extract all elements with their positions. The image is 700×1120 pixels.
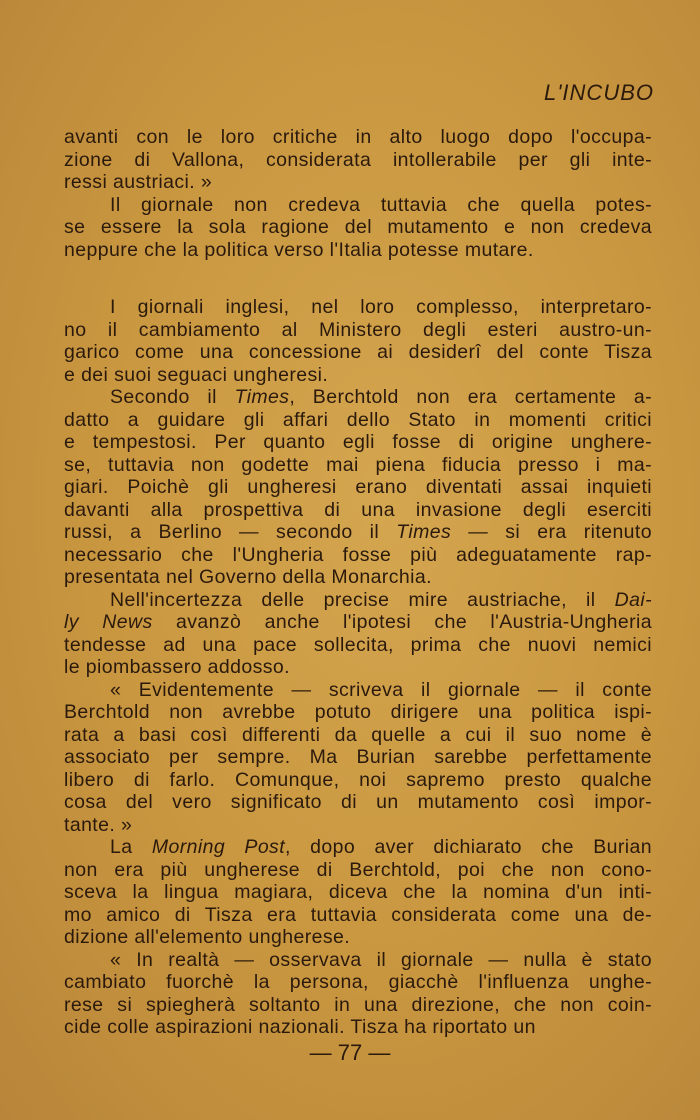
text-line: « Evidentemente — scriveva il giornale — il conte: [110, 678, 652, 701]
text-line: cosa del vero significato di un mutamento così impor-: [64, 791, 652, 813]
paragraph: [64, 126, 652, 194]
paragraph: [64, 194, 652, 262]
text-line: ly News avanzò anche l'ipotesi che l'Austria-Ungheria: [64, 611, 652, 633]
text-line: mo amico di Tisza era tuttavia considerata come una de-: [64, 903, 652, 926]
text-line: se, tuttavia non godette mai piena fiducia presso i ma-: [64, 453, 652, 476]
text-line: garico come una concessione ai desiderî del conte Tisza: [64, 341, 652, 363]
text-line: presentata nel Governo della Monarchia.: [64, 566, 432, 588]
text-line: le piombassero addosso.: [64, 656, 290, 678]
text-line: Il giornale non credeva tuttavia che quella potes-: [110, 193, 652, 216]
text-line: e dei suoi seguaci ungheresi.: [64, 363, 329, 386]
text-line: cide colle aspirazioni nazionali. Tisza ha riportato un: [64, 1016, 536, 1038]
text-line: non era più ungherese di Berchtold, poi che non cono-: [64, 858, 652, 881]
text-line: tendesse ad una pace sollecita, prima che nuovi nemici: [64, 633, 652, 656]
text-line: La Morning Post, dopo aver dichiarato che Burian: [110, 836, 652, 858]
paragraph: [64, 296, 652, 386]
text-line: Nell'incertezza delle precise mire austriache, il Dai-: [110, 588, 652, 611]
body-text: [64, 126, 652, 1039]
text-line: no il cambiamento al Ministero degli esteri austro-un-: [64, 318, 652, 341]
text-line: cambiato fuorchè la persona, giacchè l'influenza unghe-: [64, 971, 652, 993]
text-line: libero di farlo. Comunque, noi sapremo presto qualche: [64, 768, 652, 791]
page-number: — 77 —: [309, 1040, 391, 1065]
paragraph: [64, 386, 652, 589]
section-gap: [64, 261, 652, 296]
paragraph: [64, 836, 652, 949]
text-line: sceva la lingua magiara, diceva che la nomina d'un inti-: [64, 881, 652, 903]
text-line: ressi austriaci. »: [64, 171, 213, 193]
text-line: se essere la sola ragione del mutamento e non credeva: [64, 216, 652, 238]
text-line: I giornali inglesi, nel loro complesso, interpretaro-: [110, 296, 652, 318]
paragraph: [64, 949, 652, 1039]
text-line: necessario che l'Ungheria fosse più adeguatamente rap-: [64, 543, 652, 566]
text-line: tante. »: [64, 813, 133, 836]
text-line: rata a basi così differenti da quelle a cui il suo nome è: [64, 723, 652, 746]
text-line: « In realtà — osservava il giornale — nulla è stato: [110, 948, 652, 971]
text-line: giari. Poichè gli ungheresi erano diventati assai inquieti: [64, 476, 652, 498]
text-line: Secondo il Times, Berchtold non era certamente a-: [110, 386, 652, 408]
text-line: Berchtold non avrebbe potuto dirigere una politica ispi-: [64, 701, 652, 723]
text-line: dizione all'elemento ungherese.: [64, 926, 351, 948]
paragraph: [64, 589, 652, 679]
text-line: datto a guidare gli affari dello Stato in momenti critici: [64, 408, 652, 431]
running-header: L'INCUBO: [544, 80, 654, 105]
text-line: rese si spiegherà soltanto in una direzione, che non coin-: [64, 993, 652, 1016]
text-line: zione di Vallona, considerata intollerabile per gli inte-: [64, 148, 652, 171]
text-line: russi, a Berlino — secondo il Times — si era ritenuto: [64, 521, 652, 543]
text-line: e tempestosi. Per quanto egli fosse di origine unghere-: [64, 431, 652, 453]
text-line: associato per sempre. Ma Burian sarebbe perfettamente: [64, 746, 652, 768]
paragraph: [64, 679, 652, 837]
text-line: avanti con le loro critiche in alto luogo dopo l'occupa-: [64, 126, 652, 148]
text-line: neppure che la politica verso l'Italia potesse mutare.: [64, 238, 534, 261]
text-line: davanti alla prospettiva di una invasione degli eserciti: [64, 498, 652, 521]
